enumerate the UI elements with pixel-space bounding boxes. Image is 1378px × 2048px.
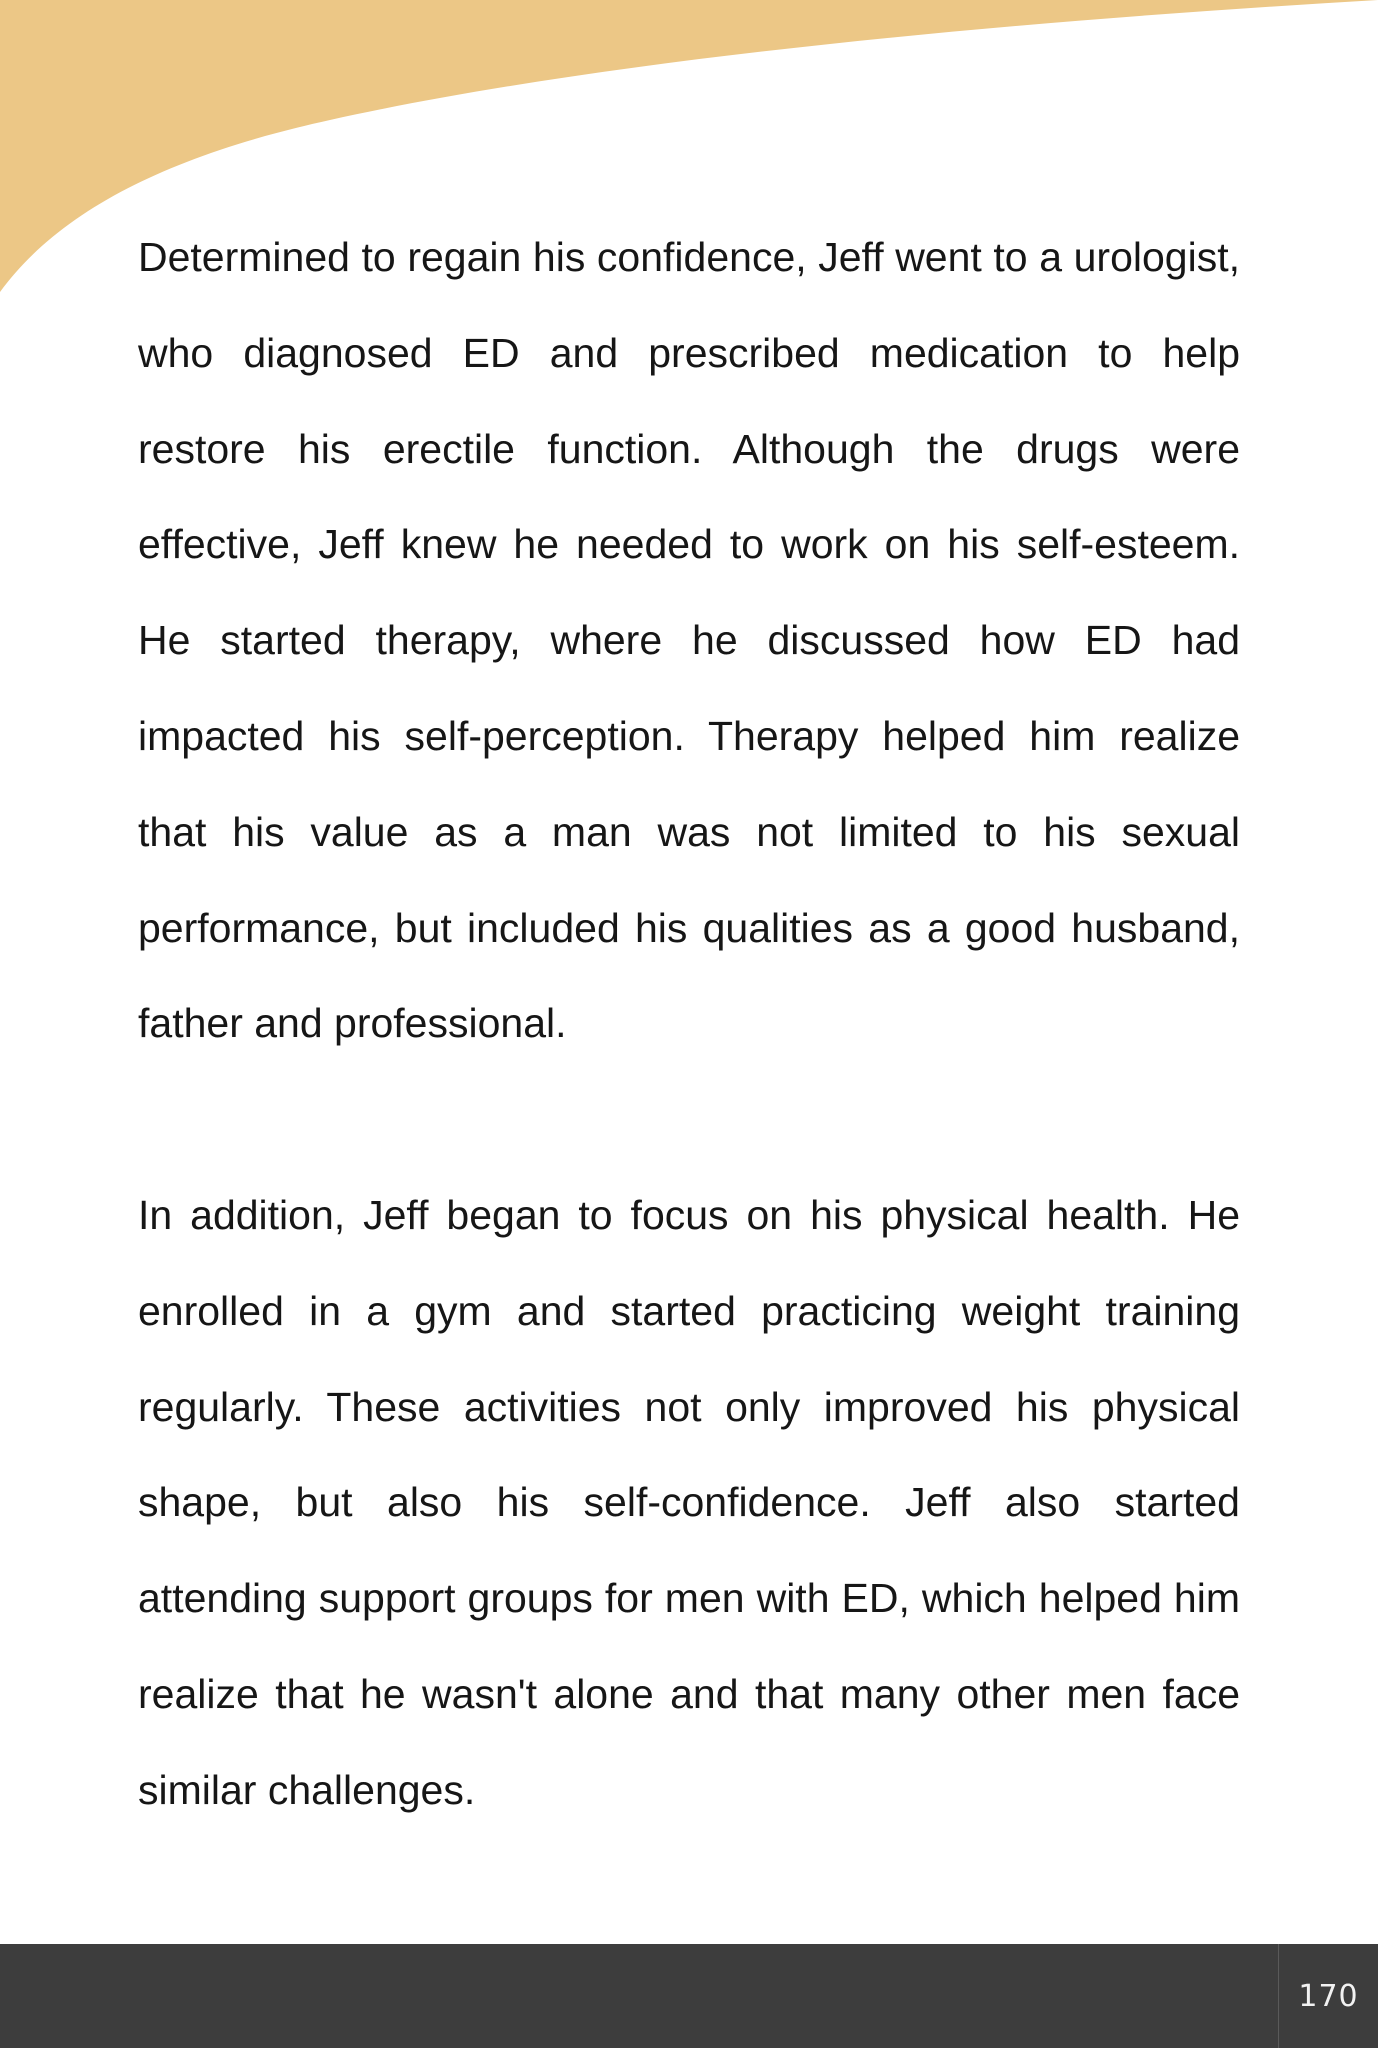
page-number-box (1278, 1944, 1378, 2048)
paragraph-2: In addition, Jeff began to focus on his physical health. He enrolled in a gym and started practicing weight training regularly. These activities not only improved his physical shape, but also his self-confidence. Jeff also started attending support groups for men with ED, which helped him realize that he wasn't alone and that many other men face similar challenges. (138, 1191, 1240, 1813)
footer-bar (0, 1944, 1378, 2048)
paragraph-1: Determined to regain his confidence, Jeff went to a urologist, who diagnosed ED and prescribed medication to help restore his erectile function. Although the drugs were effective, Jeff knew he needed to work on his self-esteem. He started therapy, where he discussed how ED had impacted his self-perception. Therapy helped him realize that his value as a man was not limited to his sexual performance, but included his qualities as a good husband, father and professional. (138, 234, 1240, 1047)
page-number: 170 (1298, 1978, 1359, 2014)
body-text (138, 210, 1240, 1839)
